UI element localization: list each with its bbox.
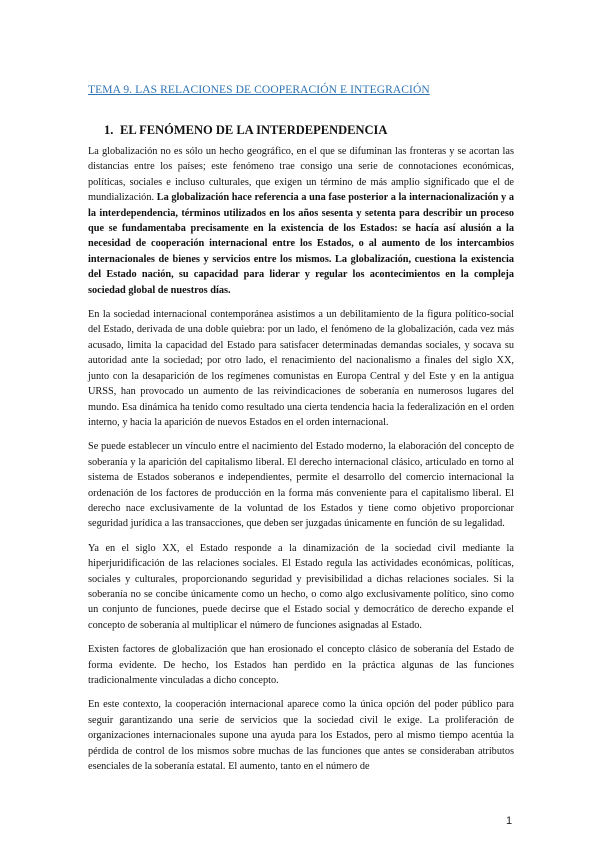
paragraph-2: En la sociedad internacional contemporánea asistimos a un debilitamiento de la figura político-social del Estado, derivada de una doble quiebra: por un lado, el fenómeno de la globalización, cada vez más acusado, limita la capacidad del Estado para satisfacer determinadas demandas sociales, y socava su autoridad ante la sociedad; por otro lado, el renacimiento del nacionalismo a finales del siglo XX, junto con la desaparición de los regímenes comunistas en Europa Central y del Este y en la antigua URSS, han provocado un aumento de las reivindicaciones de soberanía en numerosos lugares del mundo. Esa dinámica ha tenido como resultado una cierta tendencia hacia la federalización en el orden interno, y hacia la aparición de nuevos Estados en el orden internacional. bbox=[88, 309, 514, 428]
body-text bbox=[88, 144, 514, 783]
paragraph-1-normal: La globalización no es sólo un hecho geográfico, en el que se difuminan las fronteras y se acortan las distancias entre los países; este fenómeno trae consigo una serie de connotaciones económicas, políticas, sociales e incluso culturales, que exigen un término de más amplio significado que el de mundialización. bbox=[88, 146, 514, 204]
chapter-title[interactable]: TEMA 9. LAS RELACIONES DE COOPERACIÓN E INTEGRACIÓN bbox=[88, 84, 430, 96]
paragraph-1-bold: La globalización hace referencia a una fase posterior a la internacionalización y a la interdependencia, términos utilizados en los años sesenta y setenta para describir un proceso que se fundamentaba precisamente en la existencia de los Estados: se hacía así alusión a la necesidad de cooperación internacional entre los Estados, o al aumento de los intercambios internacionales de bienes y servicios entre los mismos. La globalización, cuestiona la existencia del Estado nación, su capacidad para liderar y regular los acontecimientos en la compleja sociedad global de nuestros días. bbox=[88, 192, 514, 296]
paragraph-1 bbox=[88, 144, 514, 298]
section-number: 1. bbox=[104, 123, 114, 137]
section-heading bbox=[104, 123, 524, 138]
paragraph-3: Se puede establecer un vínculo entre el nacimiento del Estado moderno, la elaboración del concepto de soberanía y la aparición del capitalismo liberal. El derecho internacional clásico, articulado en torno al sistema de Estados soberanos e independientes, permite el desarrollo del comercio internacional la ordenación de los factores de producción en la forma más conveniente para el capitalismo liberal. El derecho nace exclusivamente de la voluntad de los Estados y tiene como objetivo proporcionar seguridad jurídica a las transacciones, que deben ser juzgadas únicamente en función de su legalidad. bbox=[88, 441, 514, 530]
paragraph-5: Existen factores de globalización que han erosionado el concepto clásico de soberanía del Estado de forma evidente. De hecho, los Estados han perdido en la práctica algunas de las funciones tradicionalmente vinculadas a dicho concepto. bbox=[88, 644, 514, 686]
paragraph-6: En este contexto, la cooperación internacional aparece como la única opción del poder público para seguir garantizando una serie de servicios que la sociedad civil le exige. La proliferación de organizaciones internacionales supone una ayuda para los Estados, pero al mismo tiempo acentúa la pérdida de control de los mismos sobre muchas de las funciones que antes se consideraban atributos esenciales de la soberanía estatal. El aumento, tanto en el número de bbox=[88, 699, 514, 773]
section-heading-text: EL FENÓMENO DE LA INTERDEPENDENCIA bbox=[120, 123, 388, 137]
paragraph-4: Ya en el siglo XX, el Estado responde a la dinamización de la sociedad civil mediante la hiperjuridificación de las relaciones sociales. El Estado regula las actividades económicas, políticas, sociales y culturales, proporcionando seguridad y previsibilidad a dichas relaciones sociales. Si la soberanía no se concibe únicamente como un hecho, o como algo exclusivamente político, sino como un conjunto de funciones, puede decirse que el Estado social y democrático de derecho expande el concepto de soberanía al multiplicar el número de funciones asignadas al Estado. bbox=[88, 542, 514, 631]
page-number: 1 bbox=[506, 815, 513, 827]
